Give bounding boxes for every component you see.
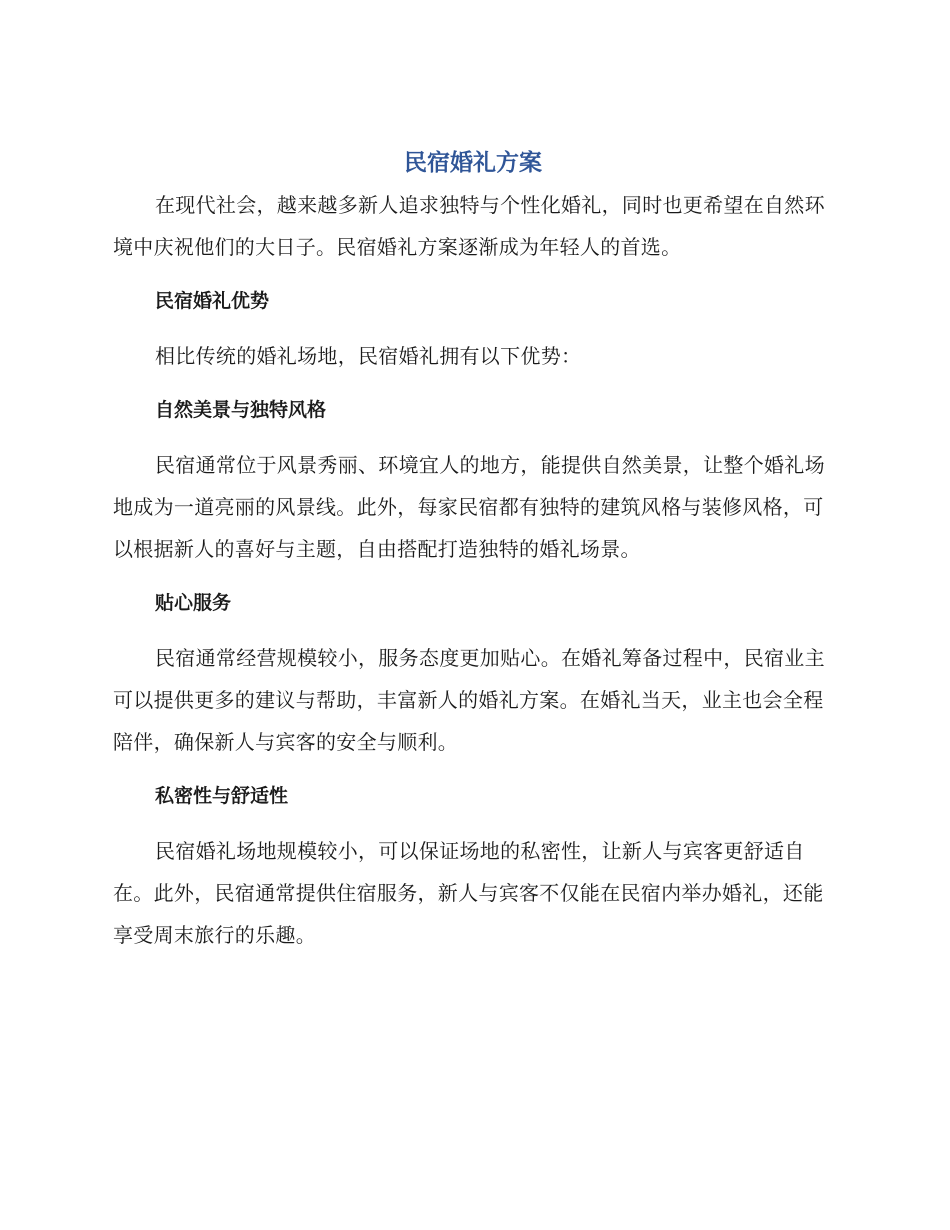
document-title: 民宿婚礼方案 [404,150,542,176]
section-body-scenery-style: 民宿通常位于风景秀丽、环境宜人的地方，能提供自然美景，让整个婚礼场地成为一道亮丽的风景线。此外，每家民宿都有独特的建筑风格与装修风格，可以根据新人的喜好与主题，自由搭配打造独特的婚礼场景。 [113,453,825,561]
section-body-privacy-comfort: 民宿婚礼场地规模较小，可以保证场地的私密性，让新人与宾客更舒适自在。此外，民宿通常提供住宿服务，新人与宾客不仅能在民宿内举办婚礼，还能享受周末旅行的乐趣。 [113,839,824,947]
document-body [113,142,833,956]
section-body-advantages: 相比传统的婚礼场地，民宿婚礼拥有以下优势： [155,344,582,368]
section-heading-privacy-comfort: 私密性与舒适性 [155,785,289,807]
section-body-service: 民宿通常经营规模较小，服务态度更加贴心。在婚礼筹备过程中，民宿业主可以提供更多的建议与帮助，丰富新人的婚礼方案。在婚礼当天，业主也会全程陪伴，确保新人与宾客的安全与顺利。 [113,646,825,754]
section-heading-advantages: 民宿婚礼优势 [155,290,270,312]
section-heading-service: 贴心服务 [155,592,232,614]
intro-paragraph: 在现代社会，越来越多新人追求独特与个性化婚礼，同时也更希望在自然环境中庆祝他们的大日子。民宿婚礼方案逐渐成为年轻人的首选。 [113,193,825,259]
section-heading-scenery-style: 自然美景与独特风格 [155,399,327,421]
